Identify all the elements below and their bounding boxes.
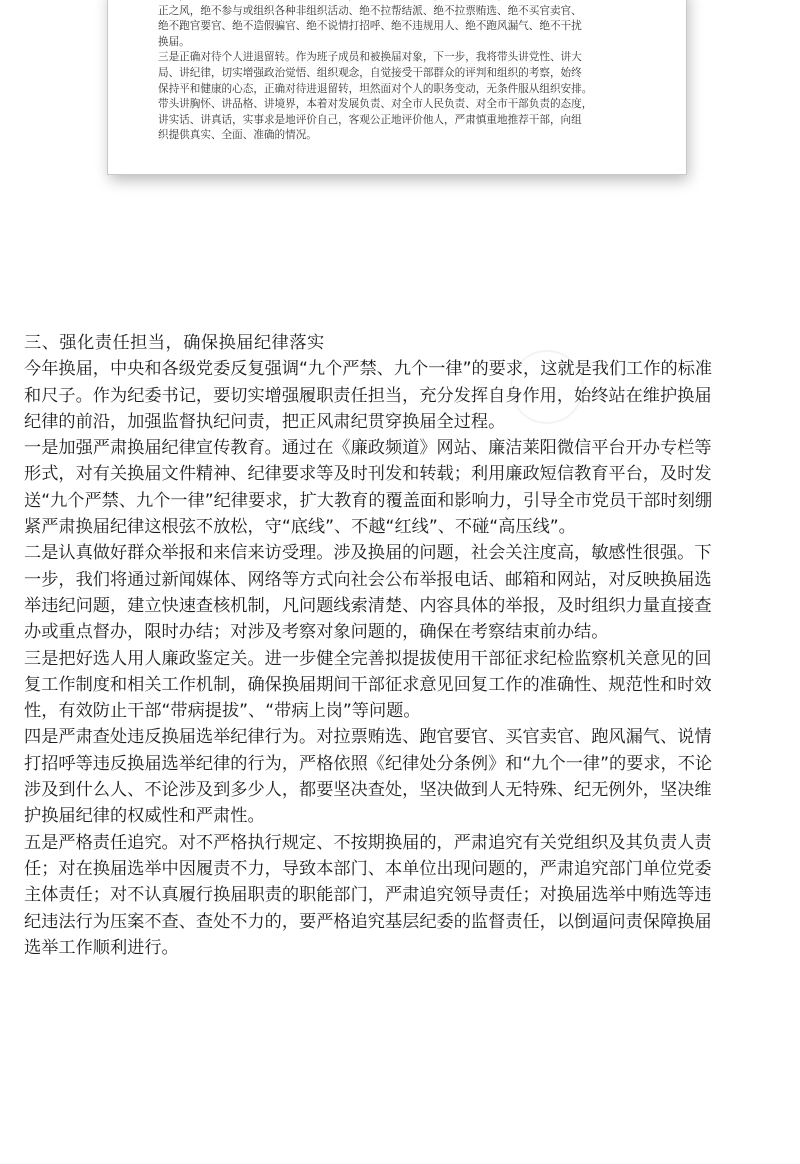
body-line: 一步，我们将通过新闻媒体、网络等方式向社会公布举报电话、邮箱和网站，对反映换届选	[24, 569, 712, 590]
preview-line: 讲实话、讲真话，实事求是地评价自己，客观公正地评价他人，严肃慎重地推荐干部，向组	[158, 113, 582, 126]
body-line: 一是加强严肃换届纪律宣传教育。通过在《廉政频道》网站、廉洁莱阳微信平台开办专栏等	[24, 438, 712, 459]
body-line: 涉及到什么人、不论涉及到多少人，都要坚决查处，坚决做到人无特殊、纪无例外，坚决维	[24, 780, 712, 801]
section-heading: 三、强化责任担当，确保换届纪律落实	[24, 333, 325, 353]
body-line: 四是严肃查处违反换届选举纪律行为。对拉票贿选、跑官要官、买官卖官、跑风漏气、说情	[24, 727, 712, 748]
body-line: 三是把好选人用人廉政鉴定关。进一步健全完善拟提拔使用干部征求纪检监察机关意见的回	[24, 648, 712, 669]
document-preview-card	[108, 0, 686, 174]
body-line: 选举工作顺利进行。	[24, 937, 179, 958]
document-body	[24, 330, 780, 961]
body-line: 复工作制度和相关工作机制，确保换届期间干部征求意见回复工作的准确性、规范性和时效	[24, 674, 712, 695]
preview-line: 正之风，绝不参与或组织各种非组织活动、绝不拉帮结派、绝不拉票贿选、绝不买官卖官、	[158, 4, 582, 17]
body-line: 二是认真做好群众举报和来信来访受理。涉及换届的问题，社会关注度高，敏感性很强。下	[24, 543, 712, 564]
body-line: 形式，对有关换届文件精神、纪律要求等及时刊发和转载；利用廉政短信教育平台，及时发	[24, 464, 712, 485]
body-line: 紧严肃换届纪律这根弦不放松，守“底线”、不越“红线”、不碰“高压线”。	[24, 517, 576, 538]
preview-line: 绝不跑官要官、绝不造假骗官、绝不说情打招呼、绝不违规用人、绝不跑风漏气、绝不干扰	[158, 20, 582, 33]
body-line: 和尺子。作为纪委书记，要切实增强履职责任担当，充分发挥自身作用，始终站在维护换届	[24, 385, 712, 406]
body-line: 今年换届，中央和各级党委反复强调“九个严禁、九个一律”的要求，这就是我们工作的标准	[24, 359, 713, 380]
body-line: 主体责任；对不认真履行换届职责的职能部门，严肃追究领导责任；对换届选举中贿选等违	[24, 885, 712, 906]
preview-line: 织提供真实、全面、准确的情况。	[158, 129, 317, 142]
body-line: 举违纪问题，建立快速查核机制，凡问题线索清楚、内容具体的举报，及时组织力量直接查	[24, 595, 712, 616]
preview-line: 局、讲纪律，切实增强政治觉悟、组织观念，自觉接受干部群众的评判和组织的考察，始终	[158, 66, 582, 79]
body-line: 任；对在换届选举中因履责不力，导致本部门、本单位出现问题的，严肃追究部门单位党委	[24, 858, 712, 879]
body-line: 性，有效防止干部“带病提拔”、“带病上岗”等问题。	[24, 701, 421, 722]
preview-text-block	[158, 0, 648, 144]
body-line: 办或重点督办，限时办结；对涉及考察对象问题的，确保在考察结束前办结。	[24, 622, 609, 643]
body-line: 送“九个严禁、九个一律”纪律要求，扩大教育的覆盖面和影响力，引导全市党员干部时刻绷	[24, 490, 713, 511]
body-line: 纪律的前沿，加强监督执纪问责，把正风肃纪贯穿换届全过程。	[24, 411, 506, 432]
body-line: 五是严格责任追究。对不严格执行规定、不按期换届的，严肃追究有关党组织及其负责人责	[24, 832, 712, 853]
body-line: 打招呼等违反换届选举纪律的行为，严格依照《纪律处分条例》和“九个一律”的要求，不论	[24, 753, 713, 774]
body-line: 护换届纪律的权威性和严肃性。	[24, 806, 265, 827]
preview-line: 换届。	[158, 35, 190, 48]
preview-line: 三是正确对待个人进退留转。作为班子成员和被换届对象，下一步，我将带头讲党性、讲大	[158, 51, 582, 64]
body-line: 纪违法行为压案不查、查处不力的，要严格追究基层纪委的监督责任，以倒逼问责保障换届	[24, 911, 712, 932]
preview-line: 保持平和健康的心态，正确对待进退留转，坦然面对个人的职务变动，无条件服从组织安排。	[158, 82, 593, 95]
preview-line: 带头讲胸怀、讲品格、讲境界，本着对发展负责、对全市人民负责、对全市干部负责的态度，	[158, 98, 593, 111]
